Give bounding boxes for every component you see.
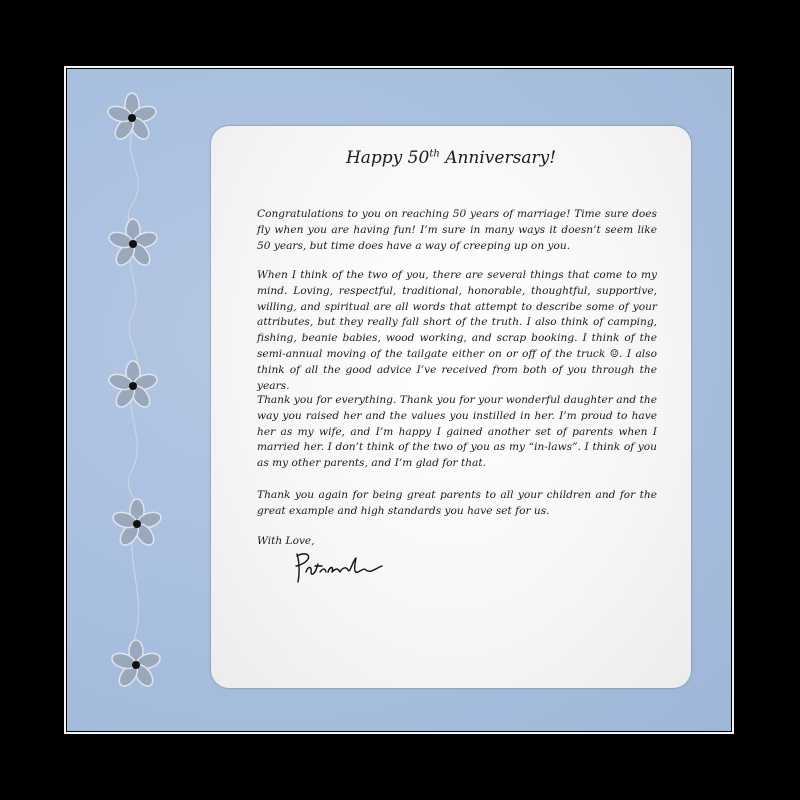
title-superscript: th — [429, 148, 440, 160]
flower-icon — [110, 640, 162, 689]
flower-icon — [107, 219, 159, 268]
flower-icon — [107, 361, 159, 410]
letter-paragraph: Thank you for everything. Thank you for your wonderful daughter and the way you raised her and the values you instilled in her. I’m proud to have her as my wife, and I’m happy I gained another set of parents when I married her. I don’t think of the two of you as my “in-laws”. I think of you as my other parents, and I’m glad for that. — [257, 394, 657, 470]
letter-paragraph: Thank you again for being great parents to all your children and for the great example and high standards you have set for us. — [257, 489, 657, 517]
letter-paragraph: When I think of the two of you, there are several things that come to my mind. Loving, respectful, traditional, honorable, thoughtful, supportive, willing, and spiritual are all words that attempt to describe some of your attributes, but they really fall short of the truth. I also think of camping, fishing, beanie babies, wood working, and scrap booking. I think of the semi-annual moving of the tailgate either on or off of the truck ☺. I also think of all the good advice I’ve received from both of you through the years. — [257, 269, 657, 392]
title-suffix: Anniversary! — [439, 148, 557, 168]
letter-title — [211, 148, 691, 168]
vine-stem — [128, 130, 139, 680]
title-prefix: Happy 50 — [345, 148, 430, 168]
letter-paragraph: Congratulations to you on reaching 50 years of marriage! Time sure does fly when you are having fun! I’m sure in many ways it doesn’t seem like 50 years, but time does have a way of creeping up on you. — [257, 208, 657, 252]
flower-vine-decoration — [95, 90, 195, 710]
signature — [290, 548, 390, 588]
letter-closing: With Love, — [257, 535, 315, 547]
flower-icon — [111, 499, 163, 548]
